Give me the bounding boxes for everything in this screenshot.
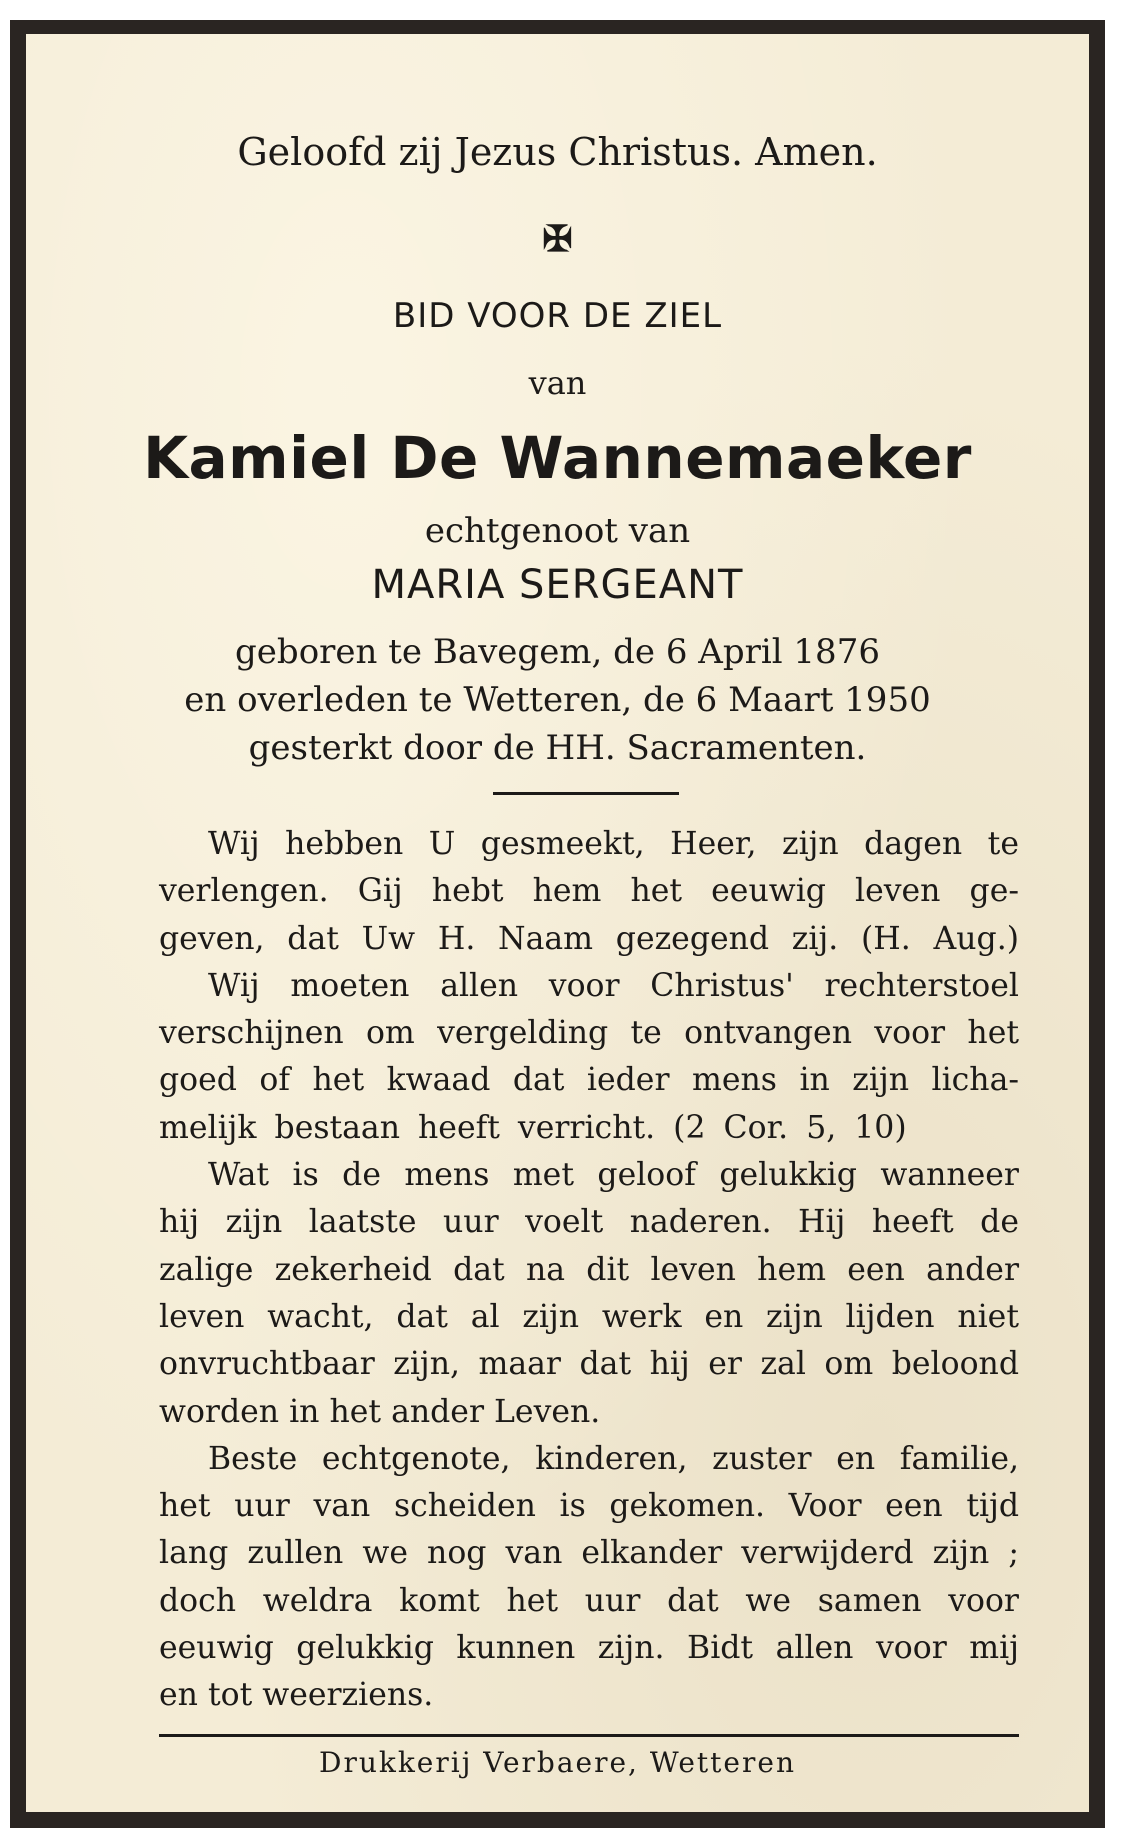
death-line: en overleden te Wetteren, de 6 Maart 1950 (184, 680, 931, 720)
birth-line: geboren te Bavegem, de 6 April 1876 (235, 632, 880, 672)
text-line: lang zullen we nog van elkander verwijderd zijn ; (159, 1535, 1019, 1572)
text-line: eeuwig gelukkig kunnen zijn. Bidt allen voor mij (159, 1630, 1019, 1667)
text-line: geven, dat Uw H. Naam gezegend zij. (H. Aug.) (159, 920, 1019, 957)
text-line: leven wacht, dat al zijn werk en zijn lijden niet (159, 1298, 1019, 1335)
life-details (26, 628, 1089, 772)
printer-imprint: Drukkerij Verbaere, Wetteren (319, 1746, 796, 1779)
pray-heading: BID VOOR DE ZIEL (392, 296, 723, 336)
memorial-card (10, 20, 1105, 1828)
greeting-line: Geloofd zij Jezus Christus. Amen. (237, 130, 878, 174)
text-line: goed of het kwaad dat ieder mens in zijn licha- (159, 1062, 1019, 1099)
text-line: worden in het ander Leven. (159, 1393, 601, 1430)
text-line: Beste echtgenote, kinderen, zuster en familie, (208, 1440, 1019, 1477)
text-line: verlengen. Gij hebt hem het eeuwig leven ge- (159, 873, 1019, 910)
text-line: melijk bestaan heeft verricht. (2 Cor. 5, 10) (159, 1109, 907, 1146)
text-line: en tot weerziens. (159, 1677, 434, 1714)
prayer-text (159, 821, 1019, 1720)
text-line: Wij hebben U gesmeekt, Heer, zijn dagen te (208, 826, 1019, 862)
text-line: hij zijn laatste uur voelt naderen. Hij heeft de (159, 1204, 1019, 1241)
spouse-of-line: echtgenoot van (424, 511, 691, 551)
bottom-divider (159, 1734, 1019, 1737)
text-line: zalige zekerheid dat na dit leven hem een ander (159, 1251, 1019, 1288)
text-line: onvruchtbaar zijn, maar dat hij er zal om beloond (159, 1346, 1019, 1383)
van-line: van (528, 364, 587, 402)
text-line: Wij moeten allen voor Christus' rechterstoel (208, 967, 1019, 1004)
text-line: doch weldra komt het uur dat we samen voor (159, 1582, 1019, 1619)
spouse-name: MARIA SERGEANT (371, 562, 744, 608)
short-divider (493, 792, 679, 795)
cross-icon: ✠ (542, 218, 573, 260)
text-line: Wat is de mens met geloof gelukkig wanneer (208, 1157, 1019, 1194)
sacraments-line: gesterkt door de HH. Sacramenten. (248, 728, 867, 768)
text-line: verschijnen om vergelding te ontvangen voor het (159, 1015, 1019, 1052)
card-paper (26, 34, 1089, 1812)
text-line: het uur van scheiden is gekomen. Voor een tijd (159, 1488, 1019, 1525)
deceased-name: Kamiel De Wannemaeker (143, 424, 972, 492)
